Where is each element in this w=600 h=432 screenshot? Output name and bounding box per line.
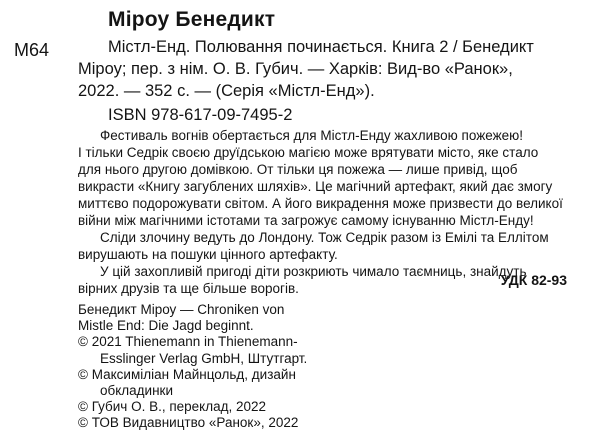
copyright-line-2: Esslinger Verlag GmbH, Штутгарт. <box>100 350 308 366</box>
isbn: ISBN 978-617-09-7495-2 <box>108 106 293 124</box>
annotation-line-7: Сліди злочину ведуть до Лондону. Тож Седрік разом із Емілі та Еллітом <box>100 230 549 245</box>
copyright-line-4: обкладинки <box>100 383 174 398</box>
annotation-line-8: вирушають на пошуки цінного артефакту. <box>78 247 338 262</box>
annotation-line-2: І тільки Седрік своєю друїдською магією може врятувати місто, яке стало <box>78 145 539 160</box>
annotation-line-3: для нього другою домівкою. От тільки ця пожежа — лише привід, щоб <box>78 162 518 177</box>
annotation-line-9: У цій захопливій пригоді діти розкриють чимало таємниць, знайдуть <box>100 264 527 279</box>
annotation-line-5: миттєво подорожувати світом. А його викрадення може призвести до великої <box>78 196 563 211</box>
annotation-line-4: викрасти «Книгу загублених шляхів». Це магічний артефакт, який дає змогу <box>78 179 553 194</box>
classification-code: М64 <box>14 40 50 60</box>
annotation-line-6: війни між магічними істотами та загрожує самому існуванню Містл-Енду! <box>78 213 534 228</box>
annotation-line-10: вірних друзів та ще більше ворогів. <box>78 281 299 296</box>
udk-code: УДК 82-93 <box>500 272 567 288</box>
copyright-line-1: © 2021 Thienemann in Thienemann- <box>78 334 298 350</box>
annotation-line-1: Фестиваль вогнів обертається для Містл-Енду жахливою пожежею! <box>100 128 524 143</box>
bib-line-2: Міроу; пер. з нім. О. В. Губич. — Харків: Вид-во «Ранок», <box>78 60 513 78</box>
copyright-line-6: © ТОВ Видавництво «Ранок», 2022 <box>78 415 299 431</box>
bib-line-1: Містл-Енд. Полювання починається. Книга 2 / Бенедикт <box>108 38 534 56</box>
copyright-line-5: © Губич О. В., переклад, 2022 <box>78 399 267 415</box>
bib-line-3: 2022. — 352 с. — (Серія «Містл-Енд»). <box>78 82 375 100</box>
author-heading: Міроу Бенедикт <box>108 8 276 31</box>
original-title-line-1: Бенедикт Міроу — Chroniken von <box>78 302 285 317</box>
original-title-line-2: Mistle End: Die Jagd beginnt. <box>78 318 254 334</box>
copyright-line-3: © Максиміліан Майнцольд, дизайн <box>78 366 296 382</box>
